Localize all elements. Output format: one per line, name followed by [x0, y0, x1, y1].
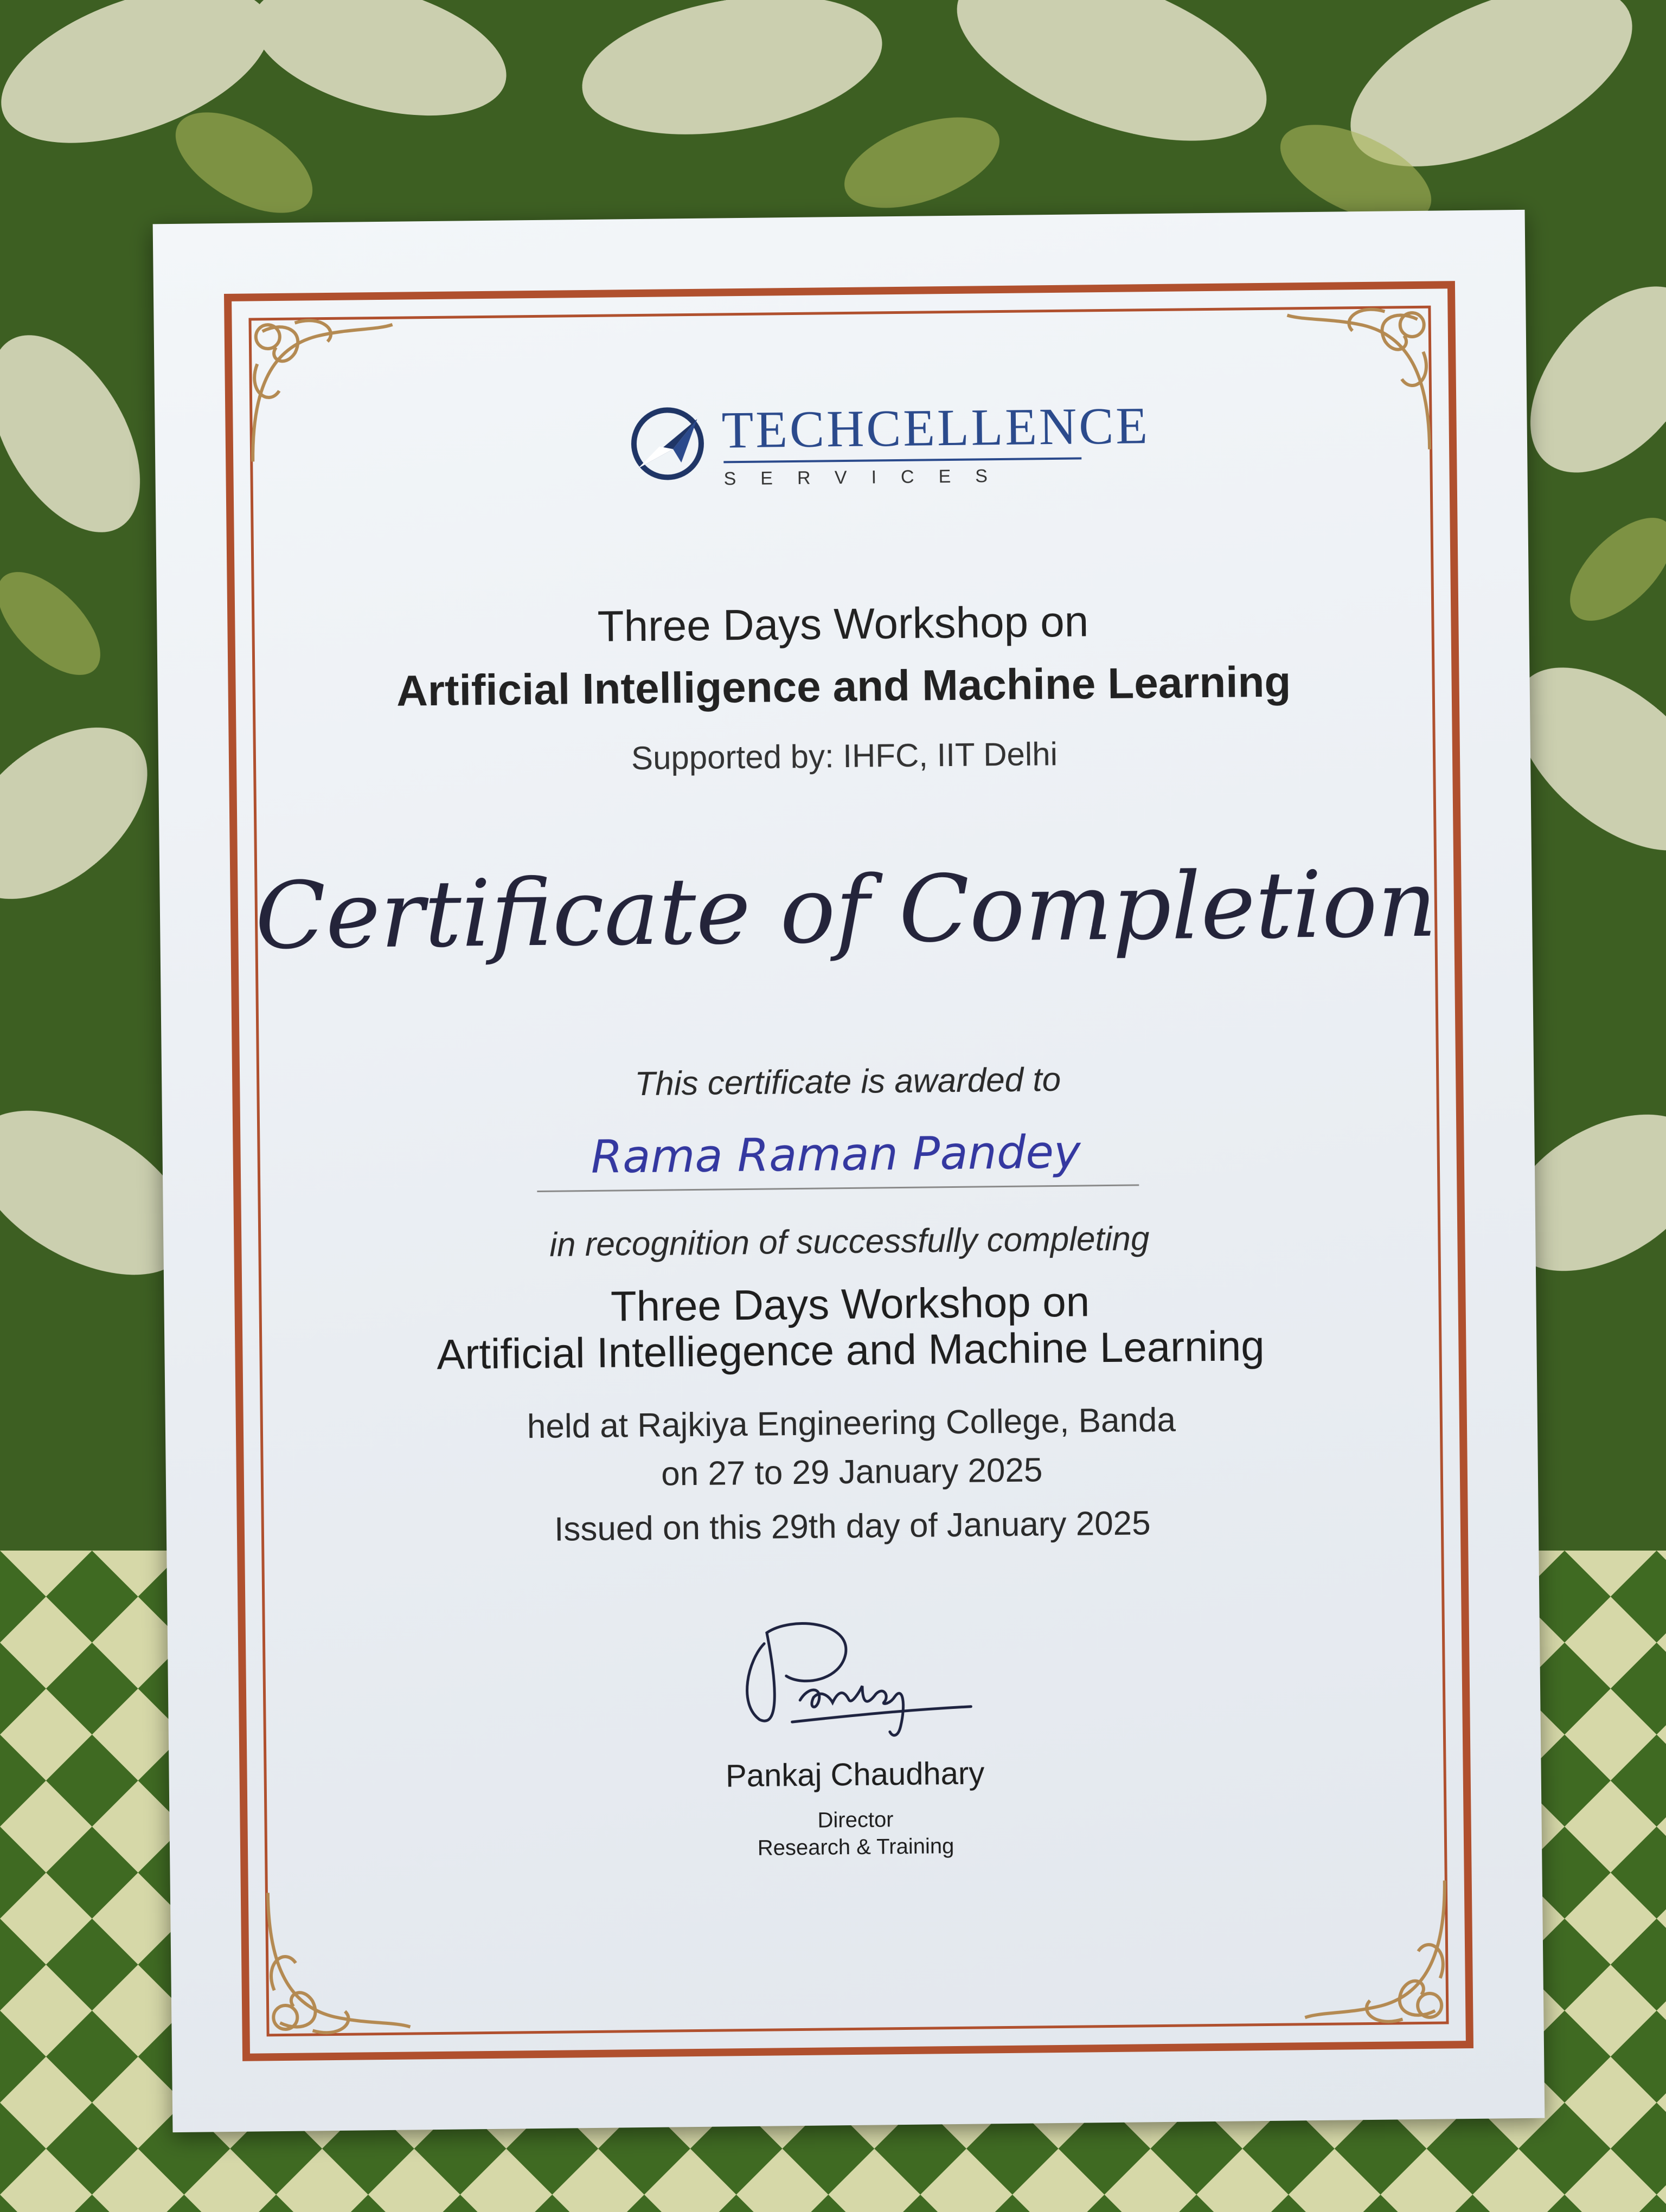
body-workshop-line: Three Days Workshop on [610, 1277, 1090, 1330]
issued-text: Issued on this 29th day of January 2025 [554, 1504, 1151, 1548]
recognition-text: in recognition of successfully completing [549, 1220, 1150, 1264]
corner-ornament-icon [246, 1880, 421, 2055]
signatory-department: Research & Training [757, 1834, 954, 1860]
signatory-title: Director [817, 1808, 894, 1832]
compass-logo-icon [626, 403, 709, 485]
signature [726, 1609, 1009, 1752]
certificate-title: Certificate of Completion [254, 850, 1438, 970]
corner-ornament-icon [1293, 1869, 1468, 2044]
logo-name: TECHCELLENCE [721, 396, 1150, 459]
company-logo [626, 393, 1150, 501]
recipient-name-field [536, 1124, 1139, 1201]
corner-ornament-icon [1276, 286, 1451, 461]
certificate-paper [153, 210, 1545, 2132]
awarded-to-label: This certificate is awarded to [635, 1060, 1061, 1103]
signatory-name: Pankaj Chaudhary [725, 1756, 985, 1794]
supported-by: Supported by: IHFC, IIT Delhi [631, 735, 1058, 777]
body-topic: Artificial Intelliegence and Machine Learning [436, 1321, 1265, 1378]
logo-subtitle: SERVICES [723, 465, 1013, 490]
header-topic: Artificial Intelligence and Machine Learning [396, 657, 1291, 715]
name-underline [537, 1184, 1139, 1192]
dates-text: on 27 to 29 January 2025 [661, 1451, 1043, 1493]
corner-ornament-icon [229, 298, 405, 473]
header-workshop-line: Three Days Workshop on [597, 597, 1089, 651]
venue-text: held at Rajkiya Engineering College, Banda [527, 1401, 1176, 1446]
recipient-name: Rama Raman Pandey [591, 1125, 1081, 1184]
